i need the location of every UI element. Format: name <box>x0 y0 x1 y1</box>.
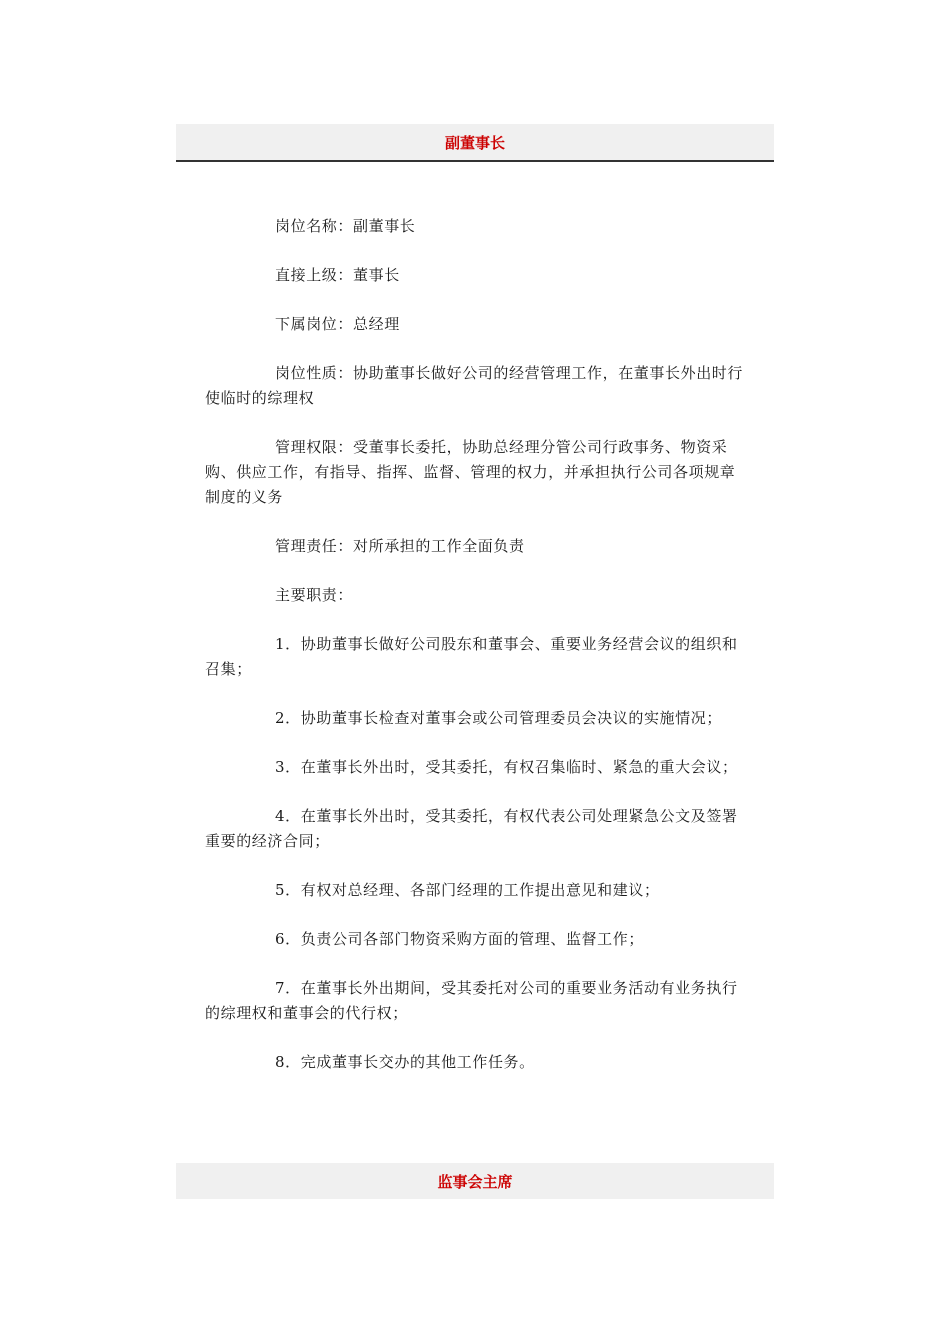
duty-item-7: 7．在董事长外出期间，受其委托对公司的重要业务活动有业务执行的综理权和董事会的代行权； <box>205 979 738 1022</box>
duty-item-6: 6．负责公司各部门物资采购方面的管理、监督工作； <box>275 930 644 948</box>
section-header-supervisory-chairman <box>176 1163 774 1199</box>
section-title: 副董事长 <box>444 133 505 152</box>
field-position-name: 岗位名称：副董事长 <box>275 217 416 235</box>
duty-item-4: 4．在董事长外出时，受其委托，有权代表公司处理紧急公文及签署重要的经济合同； <box>205 807 738 850</box>
field-management-responsibility: 管理责任：对所承担的工作全面负责 <box>275 537 525 555</box>
duty-item-3: 3．在董事长外出时，受其委托，有权召集临时、紧急的重大会议； <box>275 758 738 776</box>
duty-item-1: 1．协助董事长做好公司股东和董事会、重要业务经营会议的组织和召集； <box>205 635 738 678</box>
duty-item-2: 2．协助董事长检查对董事会或公司管理委员会决议的实施情况； <box>275 709 722 727</box>
field-position-nature: 岗位性质：协助董事长做好公司的经营管理工作，在董事长外出时行使临时的综理权 <box>205 364 744 407</box>
document-body <box>205 214 745 1099</box>
field-management-authority: 管理权限：受董事长委托，协助总经理分管公司行政事务、物资采购、供应工作，有指导、指挥、监督、管理的权力，并承担执行公司各项规章制度的义务 <box>205 438 736 506</box>
section-header-vice-chairman <box>176 124 774 162</box>
duty-item-5: 5．有权对总经理、各部门经理的工作提出意见和建议； <box>275 881 660 899</box>
duty-item-8: 8．完成董事长交办的其他工作任务。 <box>275 1053 535 1071</box>
field-main-duties-label: 主要职责： <box>275 586 354 604</box>
field-direct-superior: 直接上级：董事长 <box>275 266 400 284</box>
field-subordinate-position: 下属岗位：总经理 <box>275 315 400 333</box>
section-title: 监事会主席 <box>437 1172 513 1191</box>
